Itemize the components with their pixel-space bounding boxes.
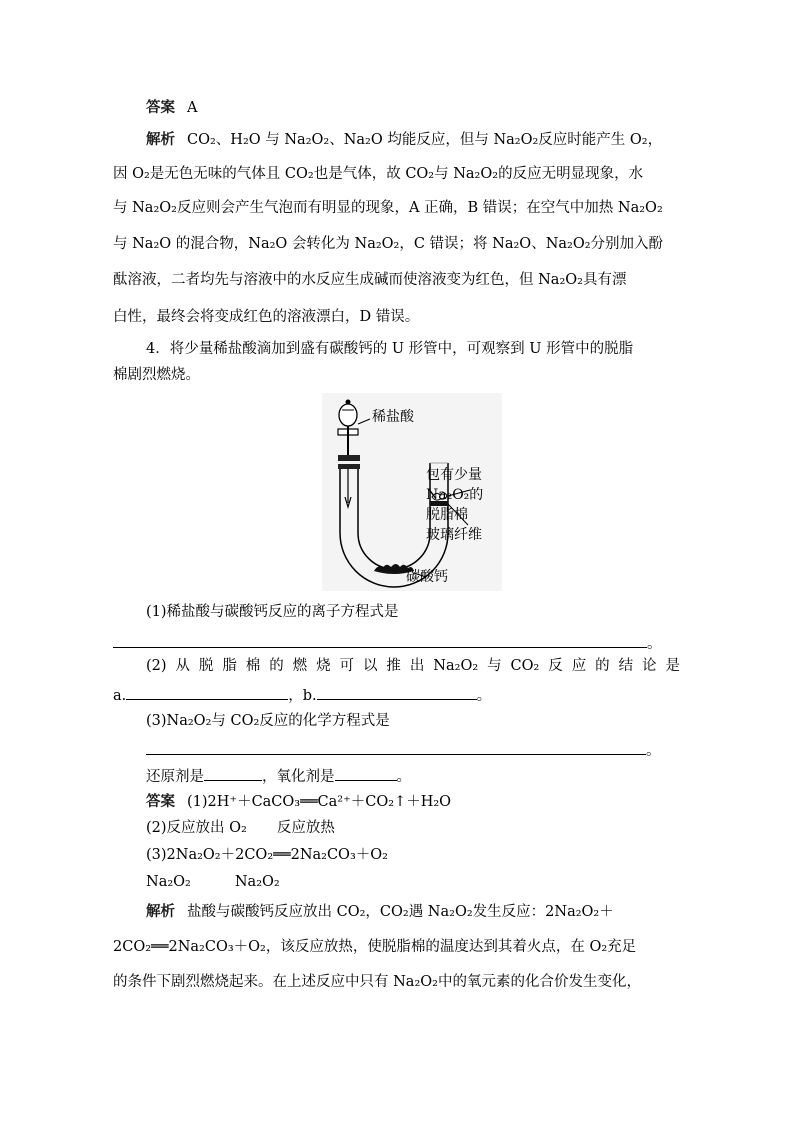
blank-conclusion-a[interactable] <box>126 684 288 700</box>
sub2-word: 的 <box>595 658 610 674</box>
q4-sub1: (1)稀盐酸与碳酸钙反应的离子方程式是 <box>146 604 399 620</box>
blank-ionic-equation[interactable] <box>113 632 647 648</box>
q4-answer-line-4: Na₂O₂ Na₂O₂ <box>146 874 280 890</box>
sub2-word: 反 <box>548 658 563 674</box>
q3-analysis-line-6: 白性，最终会将变成红色的溶液漂白，D 错误。 <box>113 309 420 325</box>
sub2-word: 可 <box>339 658 355 674</box>
label-calcium-carbonate: 碳酸钙 <box>406 569 448 585</box>
analysis-tag: 解析 <box>146 132 175 148</box>
q4-answer-line-3: (3)2Na₂O₂＋2CO₂══2Na₂CO₃＋O₂ <box>146 847 388 863</box>
answer-value: A <box>187 100 198 116</box>
q4-analysis-line-1: 解析 盐酸与碳酸钙反应放出 CO₂，CO₂遇 Na₂O₂发生反应：2Na₂O₂＋ <box>146 904 614 920</box>
sub2-word: 棉 <box>245 658 261 674</box>
q3-answer-line <box>146 98 197 118</box>
label-wrapped-2: Na₂O₂的 <box>426 487 484 503</box>
q3-analysis-line-5: 酞溶液，二者均先与溶液中的水反应生成碱而使溶液变为红色，但 Na₂O₂具有漂 <box>113 272 627 288</box>
q4-answer-line-1: 答案 (1)2H⁺＋CaCO₃══Ca²⁺＋CO₂↑＋H₂O <box>146 794 452 810</box>
answer-tag: 答案 <box>146 100 175 116</box>
q4-analysis-line-2: 2CO₂══2Na₂CO₃＋O₂，该反应放热，使脱脂棉的温度达到其着火点，在 O₂充足 <box>113 939 637 955</box>
q3-analysis-line-3: 与 Na₂O₂反应则会产生气泡而有明显的现象，A 正确，B 错误；在空气中加热 Na₂O₂ <box>113 200 663 216</box>
q4-analysis-line-3: 的条件下剧烈燃烧起来。在上述反应中只有 Na₂O₂中的氧元素的化合价发生变化， <box>113 974 641 990</box>
label-cotton: 脱脂棉 <box>426 507 468 523</box>
q4-sub2 <box>146 656 680 676</box>
q4-answer-line-2: (2)反应放出 O₂ 反应放热 <box>146 820 335 836</box>
funnel-stopper <box>346 400 351 405</box>
sub2-word: Na₂O₂ <box>433 658 479 674</box>
sub2-word: 与 <box>487 658 502 674</box>
sub2-word: 烧 <box>316 658 331 674</box>
left-stopper-bottom <box>338 464 360 469</box>
label-wrapped-1: 包有少量 <box>426 467 482 483</box>
blank-reducing-agent[interactable] <box>204 765 262 781</box>
sub2-word: 结 <box>618 658 634 674</box>
q4-sub3: (3)Na₂O₂与 CO₂反应的化学方程式是 <box>146 713 390 729</box>
sub2-word: 是 <box>665 658 680 674</box>
q4-sub1-answer-line: 。 <box>113 632 662 654</box>
u-tube-apparatus-figure <box>322 393 502 591</box>
q4-stem-line-1: 4．将少量稀盐酸滴加到盛有碳酸钙的 U 形管中，可观察到 U 形管中的脱脂 <box>146 341 634 357</box>
left-stopper-top <box>338 455 360 461</box>
q4-sub3-answer-line: 。 <box>146 739 661 761</box>
sub2-word: 脱 <box>198 658 214 674</box>
blank-conclusion-b[interactable] <box>317 684 477 700</box>
q3-analysis-line-2: 因 O₂是无色无味的气体且 CO₂也是气体，故 CO₂与 Na₂O₂的反应无明显现象，水 <box>113 166 644 182</box>
q4-sub3-agents: 还原剂是 ，氧化剂是 。 <box>146 765 411 787</box>
sub2-word: CO₂ <box>510 658 540 674</box>
q4-sub2-blanks: a. ，b. 。 <box>113 684 491 706</box>
sub2-word: (2) <box>146 658 167 674</box>
label-dilute-hcl: 稀盐酸 <box>372 409 414 425</box>
sub2-word: 应 <box>571 658 587 674</box>
sub2-word: 脂 <box>222 658 237 674</box>
sub2-word: 燃 <box>292 658 308 674</box>
q4-stem-line-2: 棉剧烈燃烧。 <box>113 367 200 383</box>
sub2-word: 从 <box>175 658 190 674</box>
q3-analysis-line-4: 与 Na₂O 的混合物，Na₂O 会转化为 Na₂O₂，C 错误；将 Na₂O、Na₂O₂分别加入酚 <box>113 236 664 252</box>
sub2-word: 论 <box>642 658 657 674</box>
sub2-word: 推 <box>386 658 401 674</box>
blank-oxidizing-agent[interactable] <box>335 765 397 781</box>
funnel-bulb <box>339 404 357 426</box>
sub2-word: 的 <box>269 658 284 674</box>
sub2-word: 出 <box>409 658 425 674</box>
blank-chemical-equation[interactable] <box>146 739 646 755</box>
sub2-word: 以 <box>362 658 378 674</box>
q3-analysis-line-1: 解析 CO₂、H₂O 与 Na₂O₂、Na₂O 均能反应，但与 Na₂O₂反应时能产生 O₂， <box>146 132 663 148</box>
label-glass-fiber: 玻璃纤维 <box>426 527 482 543</box>
